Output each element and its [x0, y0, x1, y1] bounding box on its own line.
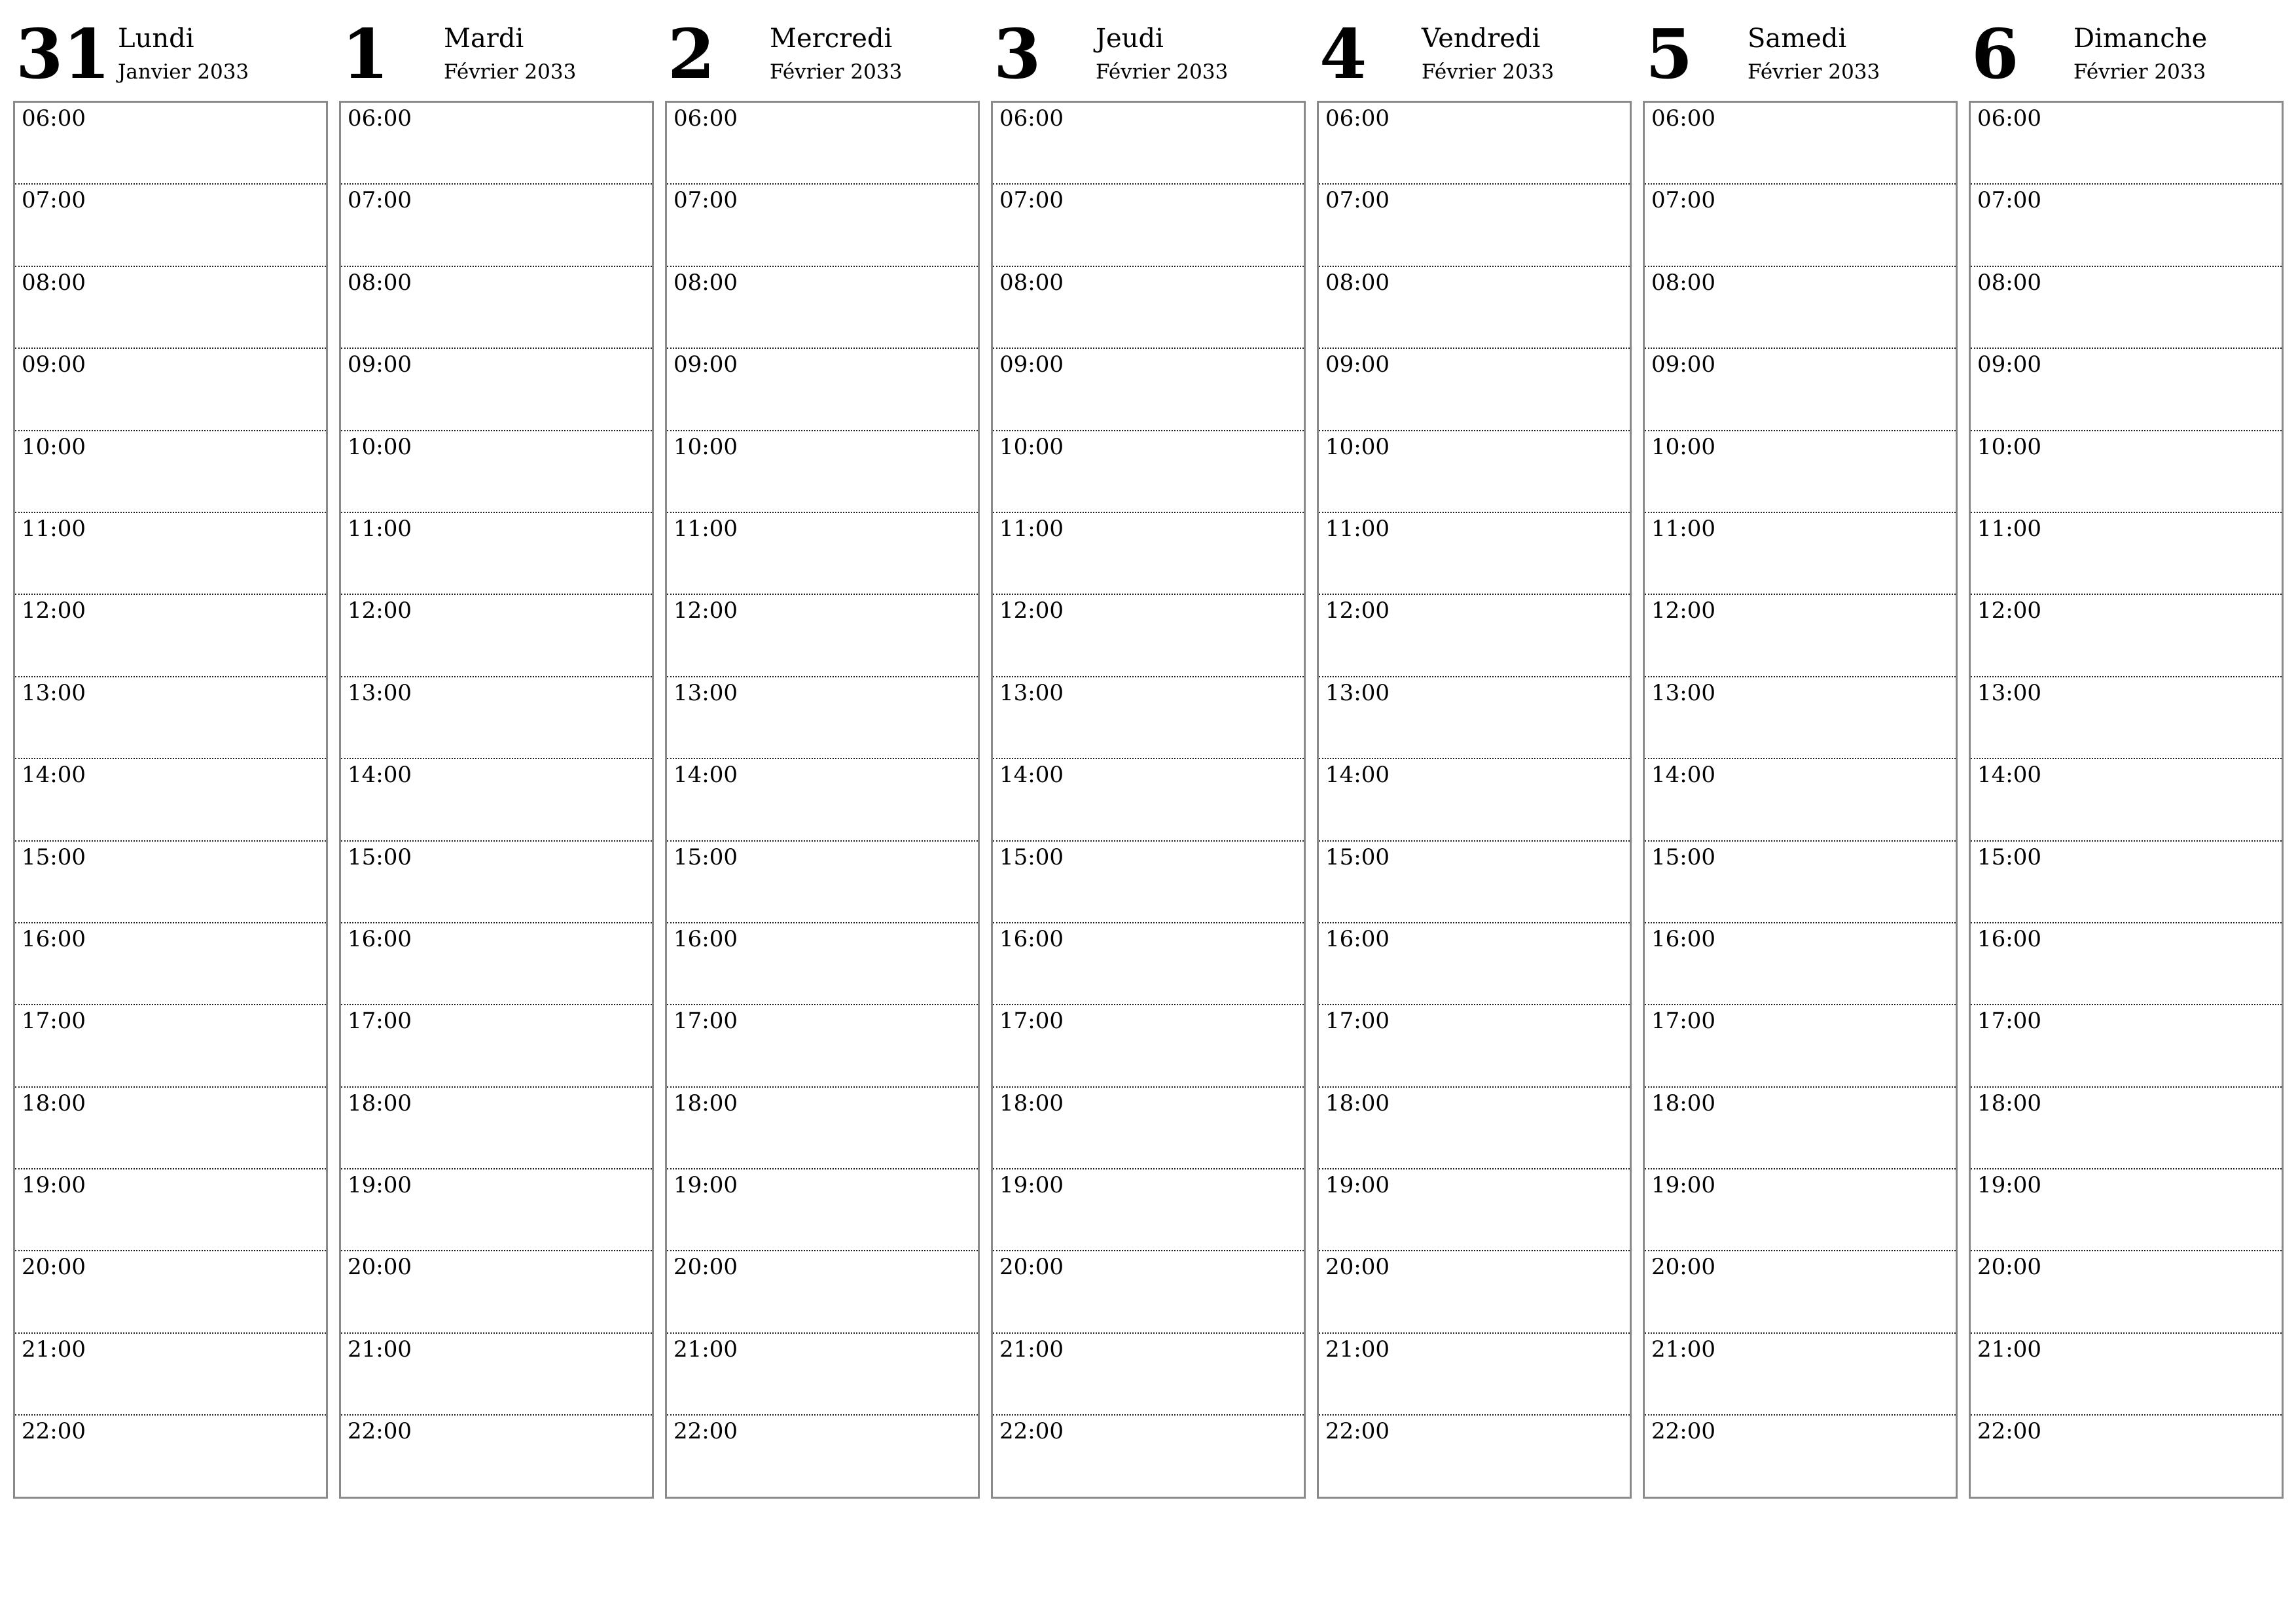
time-label: 22:00: [1651, 1418, 1715, 1445]
time-slot[interactable]: [1645, 1334, 1956, 1416]
time-label: 12:00: [1325, 597, 1390, 624]
time-label: 10:00: [673, 433, 738, 460]
time-slot[interactable]: [1319, 1088, 1630, 1169]
time-label: 17:00: [1651, 1008, 1715, 1035]
time-slot[interactable]: [993, 185, 1304, 266]
time-label: 13:00: [1977, 679, 2041, 706]
day-month: Février 2033: [1748, 60, 1880, 84]
time-label: 14:00: [348, 762, 412, 789]
day-number: 4: [1319, 14, 1367, 94]
time-label: 19:00: [1325, 1172, 1390, 1199]
time-label: 07:00: [1651, 187, 1715, 214]
time-slot[interactable]: [15, 1169, 326, 1251]
time-label: 09:00: [1651, 351, 1715, 378]
time-label: 19:00: [348, 1172, 412, 1199]
day-month: Février 2033: [2073, 60, 2206, 84]
time-slot[interactable]: [1971, 103, 2282, 185]
time-label: 15:00: [22, 844, 86, 870]
time-slot[interactable]: [341, 103, 652, 185]
time-slot[interactable]: [341, 759, 652, 841]
time-label: 08:00: [673, 269, 738, 296]
time-label: 16:00: [1977, 925, 2041, 952]
time-slot[interactable]: [1971, 923, 2282, 1005]
time-label: 11:00: [1977, 515, 2041, 542]
time-slot[interactable]: [341, 1169, 652, 1251]
day-schedule: [13, 101, 328, 1499]
time-label: 17:00: [999, 1008, 1064, 1035]
time-slot[interactable]: [341, 1416, 652, 1497]
time-slot[interactable]: [1645, 595, 1956, 677]
time-label: 21:00: [22, 1336, 86, 1363]
time-slot[interactable]: [341, 1088, 652, 1169]
time-label: 18:00: [1325, 1090, 1390, 1116]
day-schedule: [1969, 101, 2284, 1499]
time-label: 20:00: [1977, 1254, 2041, 1281]
day-month: Janvier 2033: [118, 60, 249, 84]
time-label: 22:00: [1977, 1418, 2041, 1445]
time-slot[interactable]: [15, 595, 326, 677]
day-column: [991, 13, 1306, 1499]
time-slot[interactable]: [667, 349, 978, 431]
time-label: 22:00: [348, 1418, 412, 1445]
time-label: 09:00: [999, 351, 1064, 378]
time-slot[interactable]: [667, 595, 978, 677]
time-slot[interactable]: [993, 267, 1304, 349]
time-label: 09:00: [1977, 351, 2041, 378]
time-label: 08:00: [22, 269, 86, 296]
time-slot[interactable]: [993, 1334, 1304, 1416]
time-slot[interactable]: [993, 759, 1304, 841]
day-column: [665, 13, 980, 1499]
time-slot[interactable]: [1319, 842, 1630, 923]
time-slot[interactable]: [1971, 1251, 2282, 1333]
time-label: 22:00: [1325, 1418, 1390, 1445]
day-name: Vendredi: [1422, 24, 1541, 54]
day-header: [339, 13, 654, 98]
time-label: 14:00: [673, 762, 738, 789]
time-slot[interactable]: [667, 677, 978, 759]
time-slot[interactable]: [341, 677, 652, 759]
day-number: 3: [994, 14, 1041, 94]
time-slot[interactable]: [1319, 103, 1630, 185]
day-column: [1317, 13, 1632, 1499]
time-label: 15:00: [673, 844, 738, 870]
day-header: [665, 13, 980, 98]
time-slot[interactable]: [1645, 1169, 1956, 1251]
time-label: 15:00: [348, 844, 412, 870]
time-label: 06:00: [348, 105, 412, 132]
time-label: 07:00: [22, 187, 86, 214]
time-label: 20:00: [1325, 1254, 1390, 1281]
time-label: 11:00: [22, 515, 86, 542]
time-slot[interactable]: [1319, 1251, 1630, 1333]
day-name: Jeudi: [1096, 24, 1164, 54]
time-label: 12:00: [22, 597, 86, 624]
time-slot[interactable]: [1645, 431, 1956, 513]
day-schedule: [1317, 101, 1632, 1499]
time-slot[interactable]: [993, 1251, 1304, 1333]
time-slot[interactable]: [993, 677, 1304, 759]
time-slot[interactable]: [341, 185, 652, 266]
time-label: 06:00: [1651, 105, 1715, 132]
time-label: 20:00: [22, 1254, 86, 1281]
time-slot[interactable]: [1971, 677, 2282, 759]
time-label: 12:00: [999, 597, 1064, 624]
time-slot[interactable]: [993, 349, 1304, 431]
time-label: 20:00: [348, 1254, 412, 1281]
time-label: 09:00: [22, 351, 86, 378]
time-slot[interactable]: [1319, 349, 1630, 431]
time-slot[interactable]: [1645, 513, 1956, 595]
time-label: 18:00: [1977, 1090, 2041, 1116]
time-label: 17:00: [673, 1008, 738, 1035]
time-slot[interactable]: [667, 513, 978, 595]
time-label: 16:00: [348, 925, 412, 952]
time-label: 15:00: [1651, 844, 1715, 870]
time-slot[interactable]: [15, 1334, 326, 1416]
time-slot[interactable]: [341, 1334, 652, 1416]
day-name: Mardi: [444, 24, 524, 54]
time-slot[interactable]: [1645, 1251, 1956, 1333]
time-slot[interactable]: [667, 1169, 978, 1251]
time-slot[interactable]: [15, 677, 326, 759]
time-label: 14:00: [22, 762, 86, 789]
time-slot[interactable]: [993, 103, 1304, 185]
time-slot[interactable]: [667, 1088, 978, 1169]
time-slot[interactable]: [667, 759, 978, 841]
time-label: 19:00: [673, 1172, 738, 1199]
day-month: Février 2033: [770, 60, 903, 84]
time-slot[interactable]: [15, 759, 326, 841]
time-label: 13:00: [348, 679, 412, 706]
time-label: 16:00: [1325, 925, 1390, 952]
time-label: 08:00: [999, 269, 1064, 296]
time-label: 06:00: [1325, 105, 1390, 132]
day-column: [1969, 13, 2284, 1499]
time-slot[interactable]: [1319, 595, 1630, 677]
time-label: 21:00: [348, 1336, 412, 1363]
time-label: 14:00: [1651, 762, 1715, 789]
time-label: 09:00: [1325, 351, 1390, 378]
time-slot[interactable]: [15, 513, 326, 595]
weekly-planner: [13, 13, 2283, 1499]
time-slot[interactable]: [993, 1169, 1304, 1251]
time-label: 15:00: [999, 844, 1064, 870]
time-label: 21:00: [1325, 1336, 1390, 1363]
time-label: 07:00: [673, 187, 738, 214]
day-number: 2: [668, 14, 715, 94]
time-slot[interactable]: [1645, 1005, 1956, 1087]
time-label: 22:00: [22, 1418, 86, 1445]
time-label: 16:00: [673, 925, 738, 952]
day-number: 5: [1645, 14, 1693, 94]
time-slot[interactable]: [1645, 185, 1956, 266]
time-label: 19:00: [999, 1172, 1064, 1199]
day-column: [1643, 13, 1958, 1499]
day-number: 1: [342, 14, 389, 94]
day-month: Février 2033: [444, 60, 577, 84]
time-label: 19:00: [22, 1172, 86, 1199]
time-slot[interactable]: [15, 349, 326, 431]
day-schedule: [991, 101, 1306, 1499]
time-slot[interactable]: [993, 1416, 1304, 1497]
time-slot[interactable]: [993, 595, 1304, 677]
time-slot[interactable]: [1319, 267, 1630, 349]
time-slot[interactable]: [1319, 513, 1630, 595]
time-label: 17:00: [1977, 1008, 2041, 1035]
time-slot[interactable]: [993, 513, 1304, 595]
time-slot[interactable]: [993, 923, 1304, 1005]
time-slot[interactable]: [1645, 1088, 1956, 1169]
time-label: 06:00: [1977, 105, 2041, 132]
time-slot[interactable]: [1971, 1088, 2282, 1169]
time-slot[interactable]: [667, 1334, 978, 1416]
time-slot[interactable]: [1971, 431, 2282, 513]
time-slot[interactable]: [1645, 677, 1956, 759]
time-slot[interactable]: [341, 513, 652, 595]
time-slot[interactable]: [993, 1005, 1304, 1087]
day-month: Février 2033: [1422, 60, 1554, 84]
time-label: 06:00: [673, 105, 738, 132]
time-label: 18:00: [999, 1090, 1064, 1116]
time-slot[interactable]: [341, 1005, 652, 1087]
time-slot[interactable]: [1319, 1416, 1630, 1497]
time-label: 10:00: [1325, 433, 1390, 460]
day-number: 6: [1971, 14, 2019, 94]
time-label: 11:00: [1325, 515, 1390, 542]
time-label: 15:00: [1325, 844, 1390, 870]
time-label: 17:00: [348, 1008, 412, 1035]
time-slot[interactable]: [667, 1416, 978, 1497]
time-slot[interactable]: [667, 267, 978, 349]
time-label: 21:00: [673, 1336, 738, 1363]
time-slot[interactable]: [667, 1005, 978, 1087]
time-label: 14:00: [999, 762, 1064, 789]
time-slot[interactable]: [341, 595, 652, 677]
day-header: [1969, 13, 2284, 98]
day-column: [339, 13, 654, 1499]
time-label: 13:00: [1325, 679, 1390, 706]
time-slot[interactable]: [15, 1005, 326, 1087]
time-slot[interactable]: [1319, 1005, 1630, 1087]
time-slot[interactable]: [1971, 1334, 2282, 1416]
time-slot[interactable]: [341, 267, 652, 349]
time-label: 14:00: [1325, 762, 1390, 789]
time-label: 18:00: [348, 1090, 412, 1116]
time-label: 08:00: [1651, 269, 1715, 296]
time-label: 18:00: [22, 1090, 86, 1116]
time-label: 21:00: [1977, 1336, 2041, 1363]
time-label: 16:00: [999, 925, 1064, 952]
time-slot[interactable]: [15, 1251, 326, 1333]
time-label: 17:00: [22, 1008, 86, 1035]
time-label: 09:00: [673, 351, 738, 378]
time-label: 06:00: [22, 105, 86, 132]
time-label: 11:00: [1651, 515, 1715, 542]
time-slot[interactable]: [15, 1416, 326, 1497]
day-header: [991, 13, 1306, 98]
time-label: 18:00: [1651, 1090, 1715, 1116]
time-slot[interactable]: [15, 185, 326, 266]
time-label: 08:00: [1977, 269, 2041, 296]
day-month: Février 2033: [1096, 60, 1229, 84]
time-label: 22:00: [999, 1418, 1064, 1445]
time-slot[interactable]: [1319, 185, 1630, 266]
day-name: Mercredi: [770, 24, 893, 54]
time-slot[interactable]: [1971, 1005, 2282, 1087]
time-slot[interactable]: [15, 267, 326, 349]
time-slot[interactable]: [15, 103, 326, 185]
time-slot[interactable]: [1971, 349, 2282, 431]
time-slot[interactable]: [1971, 595, 2282, 677]
time-label: 07:00: [1325, 187, 1390, 214]
time-slot[interactable]: [1971, 513, 2282, 595]
time-slot[interactable]: [667, 103, 978, 185]
time-label: 10:00: [1977, 433, 2041, 460]
day-header: [1317, 13, 1632, 98]
time-slot[interactable]: [1645, 1416, 1956, 1497]
time-slot[interactable]: [1319, 759, 1630, 841]
time-slot[interactable]: [1319, 431, 1630, 513]
time-label: 21:00: [999, 1336, 1064, 1363]
day-name: Lundi: [118, 24, 194, 54]
time-label: 12:00: [348, 597, 412, 624]
day-name: Samedi: [1748, 24, 1847, 54]
time-slot[interactable]: [1971, 759, 2282, 841]
time-label: 13:00: [22, 679, 86, 706]
time-slot[interactable]: [667, 923, 978, 1005]
day-header: [1643, 13, 1958, 98]
time-label: 06:00: [999, 105, 1064, 132]
time-label: 07:00: [348, 187, 412, 214]
time-label: 16:00: [22, 925, 86, 952]
time-label: 13:00: [1651, 679, 1715, 706]
time-label: 20:00: [1651, 1254, 1715, 1281]
time-slot[interactable]: [1971, 185, 2282, 266]
time-slot[interactable]: [1971, 842, 2282, 923]
time-slot[interactable]: [1645, 923, 1956, 1005]
time-label: 07:00: [1977, 187, 2041, 214]
day-number: 31: [16, 14, 111, 94]
time-slot[interactable]: [1319, 1169, 1630, 1251]
time-slot[interactable]: [993, 431, 1304, 513]
time-slot[interactable]: [341, 431, 652, 513]
time-slot[interactable]: [1319, 677, 1630, 759]
time-label: 20:00: [999, 1254, 1064, 1281]
time-label: 08:00: [348, 269, 412, 296]
time-label: 17:00: [1325, 1008, 1390, 1035]
time-slot[interactable]: [667, 842, 978, 923]
day-schedule: [665, 101, 980, 1499]
time-label: 10:00: [999, 433, 1064, 460]
time-label: 11:00: [673, 515, 738, 542]
time-slot[interactable]: [1645, 349, 1956, 431]
time-label: 20:00: [673, 1254, 738, 1281]
time-label: 08:00: [1325, 269, 1390, 296]
time-slot[interactable]: [1645, 759, 1956, 841]
time-slot[interactable]: [993, 1088, 1304, 1169]
day-name: Dimanche: [2073, 24, 2208, 54]
time-slot[interactable]: [341, 1251, 652, 1333]
time-label: 19:00: [1977, 1172, 2041, 1199]
time-slot[interactable]: [1971, 1416, 2282, 1497]
time-slot[interactable]: [15, 842, 326, 923]
time-label: 16:00: [1651, 925, 1715, 952]
day-schedule: [339, 101, 654, 1499]
time-label: 14:00: [1977, 762, 2041, 789]
time-label: 10:00: [348, 433, 412, 460]
time-slot[interactable]: [667, 1251, 978, 1333]
time-slot[interactable]: [341, 349, 652, 431]
time-label: 21:00: [1651, 1336, 1715, 1363]
time-slot[interactable]: [341, 923, 652, 1005]
time-slot[interactable]: [1645, 103, 1956, 185]
time-slot[interactable]: [1645, 842, 1956, 923]
time-slot[interactable]: [15, 923, 326, 1005]
time-slot[interactable]: [1971, 267, 2282, 349]
time-label: 10:00: [22, 433, 86, 460]
time-slot[interactable]: [993, 842, 1304, 923]
time-slot[interactable]: [1319, 923, 1630, 1005]
day-schedule: [1643, 101, 1958, 1499]
time-label: 13:00: [673, 679, 738, 706]
time-label: 15:00: [1977, 844, 2041, 870]
time-label: 12:00: [1977, 597, 2041, 624]
time-label: 12:00: [673, 597, 738, 624]
time-slot[interactable]: [15, 1088, 326, 1169]
time-label: 13:00: [999, 679, 1064, 706]
time-slot[interactable]: [1319, 1334, 1630, 1416]
day-header: [13, 13, 328, 98]
time-slot[interactable]: [1971, 1169, 2282, 1251]
time-label: 10:00: [1651, 433, 1715, 460]
time-label: 11:00: [348, 515, 412, 542]
time-slot[interactable]: [341, 842, 652, 923]
time-slot[interactable]: [667, 431, 978, 513]
day-column: [13, 13, 328, 1499]
time-label: 22:00: [673, 1418, 738, 1445]
time-slot[interactable]: [667, 185, 978, 266]
time-label: 12:00: [1651, 597, 1715, 624]
time-slot[interactable]: [1645, 267, 1956, 349]
time-label: 11:00: [999, 515, 1064, 542]
time-label: 09:00: [348, 351, 412, 378]
time-label: 19:00: [1651, 1172, 1715, 1199]
time-label: 07:00: [999, 187, 1064, 214]
time-slot[interactable]: [15, 431, 326, 513]
time-label: 18:00: [673, 1090, 738, 1116]
